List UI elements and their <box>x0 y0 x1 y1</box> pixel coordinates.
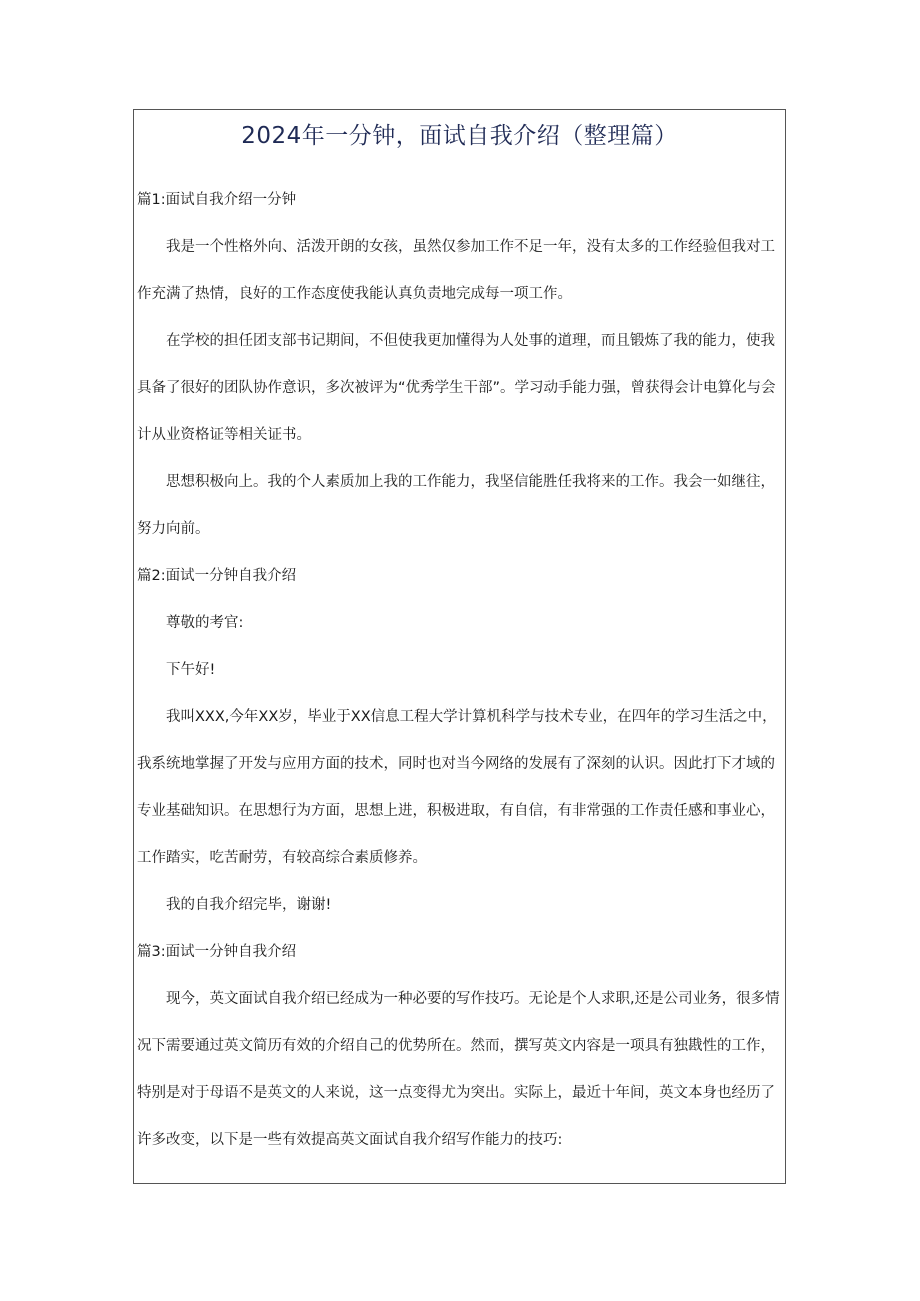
paragraph <box>137 705 781 870</box>
paragraph <box>137 235 781 306</box>
text-line: 计从业资格证等相关证书。 <box>137 427 311 443</box>
text-line: 下午好! <box>166 662 216 678</box>
paragraph <box>137 987 781 1152</box>
text-line: 特别是对于母语不是英文的人来说，这一点变得尤为突出。实际上，最近十年间，英文本身也经历了 <box>137 1085 775 1101</box>
text-line: 况下需要通过英文简历有效的介绍自己的优势所在。然而，撰写英文内容是一项具有独戡性的工作， <box>137 1038 775 1054</box>
paragraph <box>137 611 781 635</box>
paragraph <box>137 893 781 917</box>
section-heading-3: 篇3:面试一分钟自我介绍 <box>137 944 297 960</box>
text-line: 我叫XXX,今年XX岁，毕业于XX信息工程大学计算机科学与技术专业，在四年的学习生活之中， <box>166 709 777 725</box>
text-line: 作充满了热情，良好的工作态度使我能认真负责地完成每一项工作。 <box>137 286 572 302</box>
document-frame <box>133 109 786 1184</box>
paragraph <box>137 470 781 541</box>
text-line: 具备了很好的团队协作意识，多次被评为“优秀学生干部”。学习动手能力强，曾获得会计电算化与会 <box>137 380 776 396</box>
text-line: 我系统地掌握了开发与应用方面的技术，同时也对当今网络的发展有了深刻的认识。因此打下才域的 <box>137 756 775 772</box>
section-heading-1: 篇1:面试自我介绍一分钟 <box>137 192 297 208</box>
text-line: 专业基础知识。在思想行为方面，思想上进，积极进取，有自信，有非常强的工作责任感和事业心， <box>137 803 775 819</box>
text-line: 我的自我介绍完毕，谢谢! <box>166 897 332 913</box>
text-line: 在学校的担任团支部书记期间，不但使我更加懂得为人处事的道理，而且锻炼了我的能力，使我 <box>166 333 775 349</box>
text-line: 努力向前。 <box>137 521 210 537</box>
document-title: 2024年一分钟，面试自我介绍（整理篇） <box>241 123 678 149</box>
paragraph <box>137 329 781 447</box>
text-line: 现今，英文面试自我介绍已经成为一种必要的写作技巧。无论是个人求职,还是公司业务，很多情 <box>166 991 780 1007</box>
text-line: 工作踏实，吃苦耐劳，有较高综合素质修养。 <box>137 850 427 866</box>
text-line: 思想积极向上。我的个人素质加上我的工作能力，我坚信能胜任我将来的工作。我会一如继往， <box>166 474 775 490</box>
paragraph <box>137 658 781 682</box>
text-line: 许多改变，以下是一些有效提高英文面试自我介绍写作能力的技巧: <box>137 1132 563 1148</box>
document-body <box>137 188 781 1152</box>
text-line: 我是一个性格外向、活泼开朗的女孩，虽然仅参加工作不足一年，没有太多的工作经验但我对工 <box>166 239 775 255</box>
text-line: 尊敬的考官: <box>166 615 244 631</box>
section-heading-2: 篇2:面试一分钟自我介绍 <box>137 568 297 584</box>
